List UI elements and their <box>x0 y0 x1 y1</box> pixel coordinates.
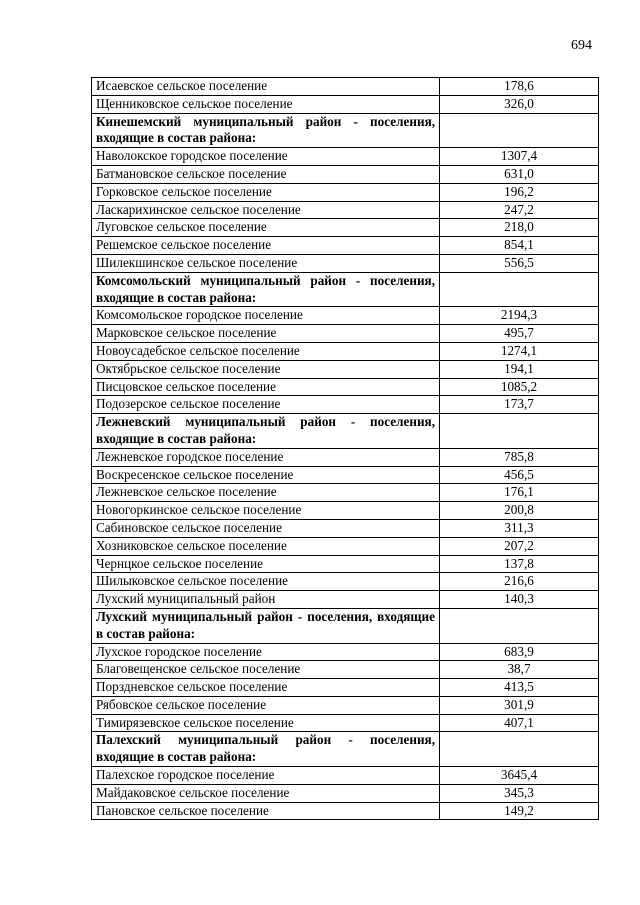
settlement-name: Комсомольское городское поселение <box>92 307 440 325</box>
budget-table <box>91 77 599 820</box>
amount-cell: 207,2 <box>440 537 599 555</box>
settlement-name: Новогоркинское сельское поселение <box>92 502 440 520</box>
settlement-name: Чернцкое сельское поселение <box>92 555 440 573</box>
amount-cell: 1085,2 <box>440 378 599 396</box>
settlement-name: Октябрьское сельское поселение <box>92 360 440 378</box>
amount-cell: 854,1 <box>440 237 599 255</box>
settlement-name: Исаевское сельское поселение <box>92 78 440 96</box>
settlement-name: Шилыковское сельское поселение <box>92 573 440 591</box>
settlement-name: Лежневское сельское поселение <box>92 484 440 502</box>
amount-cell: 149,2 <box>440 802 599 820</box>
table-row <box>92 165 599 183</box>
settlement-name: Тимирязевское сельское поселение <box>92 714 440 732</box>
table-row <box>92 661 599 679</box>
amount-cell: 218,0 <box>440 219 599 237</box>
table-row <box>92 78 599 96</box>
amount-cell: 194,1 <box>440 360 599 378</box>
table-row <box>92 767 599 785</box>
settlement-name: Подозерское сельское поселение <box>92 396 440 414</box>
amount-cell: 1274,1 <box>440 342 599 360</box>
amount-cell: 2194,3 <box>440 307 599 325</box>
section-title: Комсомольский муниципальный район - поселения, входящие в состав района: <box>92 272 440 307</box>
settlement-name: Новоусадебское сельское поселение <box>92 342 440 360</box>
section-header-row <box>92 414 599 449</box>
table-row <box>92 448 599 466</box>
amount-cell: 413,5 <box>440 679 599 697</box>
table-row <box>92 573 599 591</box>
table-row <box>92 591 599 609</box>
settlement-name: Лухское городское поселение <box>92 643 440 661</box>
settlement-name: Пановское сельское поселение <box>92 802 440 820</box>
settlement-name: Писцовское сельское поселение <box>92 378 440 396</box>
settlement-name: Сабиновское сельское поселение <box>92 519 440 537</box>
amount-cell: 140,3 <box>440 591 599 609</box>
section-header-row <box>92 608 599 643</box>
settlement-name: Марковское сельское поселение <box>92 325 440 343</box>
settlement-name: Горковское сельское поселение <box>92 183 440 201</box>
amount-cell: 173,7 <box>440 396 599 414</box>
settlement-name: Луговское сельское поселение <box>92 219 440 237</box>
amount-cell: 1307,4 <box>440 148 599 166</box>
table-row <box>92 95 599 113</box>
settlement-name: Воскресенское сельское поселение <box>92 466 440 484</box>
amount-cell: 216,6 <box>440 573 599 591</box>
amount-cell <box>440 608 599 643</box>
amount-cell <box>440 414 599 449</box>
settlement-name: Хозниковское сельское поселение <box>92 537 440 555</box>
settlement-name: Щенниковское сельское поселение <box>92 95 440 113</box>
table-row <box>92 148 599 166</box>
settlement-name: Порздневское сельское поселение <box>92 679 440 697</box>
settlement-name: Ласкарихинское сельское поселение <box>92 201 440 219</box>
table-row <box>92 802 599 820</box>
table-row <box>92 466 599 484</box>
amount-cell: 683,9 <box>440 643 599 661</box>
table-row <box>92 183 599 201</box>
amount-cell: 556,5 <box>440 254 599 272</box>
table-row <box>92 502 599 520</box>
table-row <box>92 784 599 802</box>
settlement-name: Решемское сельское поселение <box>92 237 440 255</box>
settlement-name: Лежневское городское поселение <box>92 448 440 466</box>
table-row <box>92 519 599 537</box>
table-row <box>92 537 599 555</box>
settlement-name: Лухский муниципальный район <box>92 591 440 609</box>
amount-cell: 301,9 <box>440 696 599 714</box>
table-row <box>92 555 599 573</box>
amount-cell: 200,8 <box>440 502 599 520</box>
section-header-row <box>92 732 599 767</box>
table-row <box>92 696 599 714</box>
table-row <box>92 219 599 237</box>
table-row <box>92 237 599 255</box>
amount-cell: 176,1 <box>440 484 599 502</box>
settlement-name: Шилекшинское сельское поселение <box>92 254 440 272</box>
table-row <box>92 378 599 396</box>
table-body <box>92 78 599 820</box>
section-title: Палехский муниципальный район - поселения, входящие в состав района: <box>92 732 440 767</box>
section-header-row <box>92 113 599 148</box>
settlement-name: Рябовское сельское поселение <box>92 696 440 714</box>
section-title: Кинешемский муниципальный район - поселения, входящие в состав района: <box>92 113 440 148</box>
table-row <box>92 254 599 272</box>
settlement-name: Наволокское городское поселение <box>92 148 440 166</box>
table-row <box>92 484 599 502</box>
amount-cell: 495,7 <box>440 325 599 343</box>
section-title: Лежневский муниципальный район - поселения, входящие в состав района: <box>92 414 440 449</box>
section-header-row <box>92 272 599 307</box>
settlement-name: Палехское городское поселение <box>92 767 440 785</box>
amount-cell <box>440 113 599 148</box>
table-row <box>92 360 599 378</box>
table-row <box>92 679 599 697</box>
table-row <box>92 325 599 343</box>
amount-cell: 311,3 <box>440 519 599 537</box>
table-row <box>92 201 599 219</box>
amount-cell <box>440 272 599 307</box>
table-row <box>92 714 599 732</box>
amount-cell: 407,1 <box>440 714 599 732</box>
settlement-name: Благовещенское сельское поселение <box>92 661 440 679</box>
amount-cell: 456,5 <box>440 466 599 484</box>
amount-cell: 785,8 <box>440 448 599 466</box>
amount-cell: 38,7 <box>440 661 599 679</box>
table-row <box>92 396 599 414</box>
amount-cell: 178,6 <box>440 78 599 96</box>
amount-cell: 631,0 <box>440 165 599 183</box>
table-row <box>92 643 599 661</box>
page-number: 694 <box>571 38 592 53</box>
settlement-name: Батмановское сельское поселение <box>92 165 440 183</box>
amount-cell: 326,0 <box>440 95 599 113</box>
table-row <box>92 342 599 360</box>
amount-cell: 247,2 <box>440 201 599 219</box>
amount-cell: 196,2 <box>440 183 599 201</box>
amount-cell: 3645,4 <box>440 767 599 785</box>
amount-cell <box>440 732 599 767</box>
amount-cell: 137,8 <box>440 555 599 573</box>
section-title: Лухский муниципальный район - поселения, входящие в состав района: <box>92 608 440 643</box>
table-row <box>92 307 599 325</box>
amount-cell: 345,3 <box>440 784 599 802</box>
settlement-name: Майдаковское сельское поселение <box>92 784 440 802</box>
